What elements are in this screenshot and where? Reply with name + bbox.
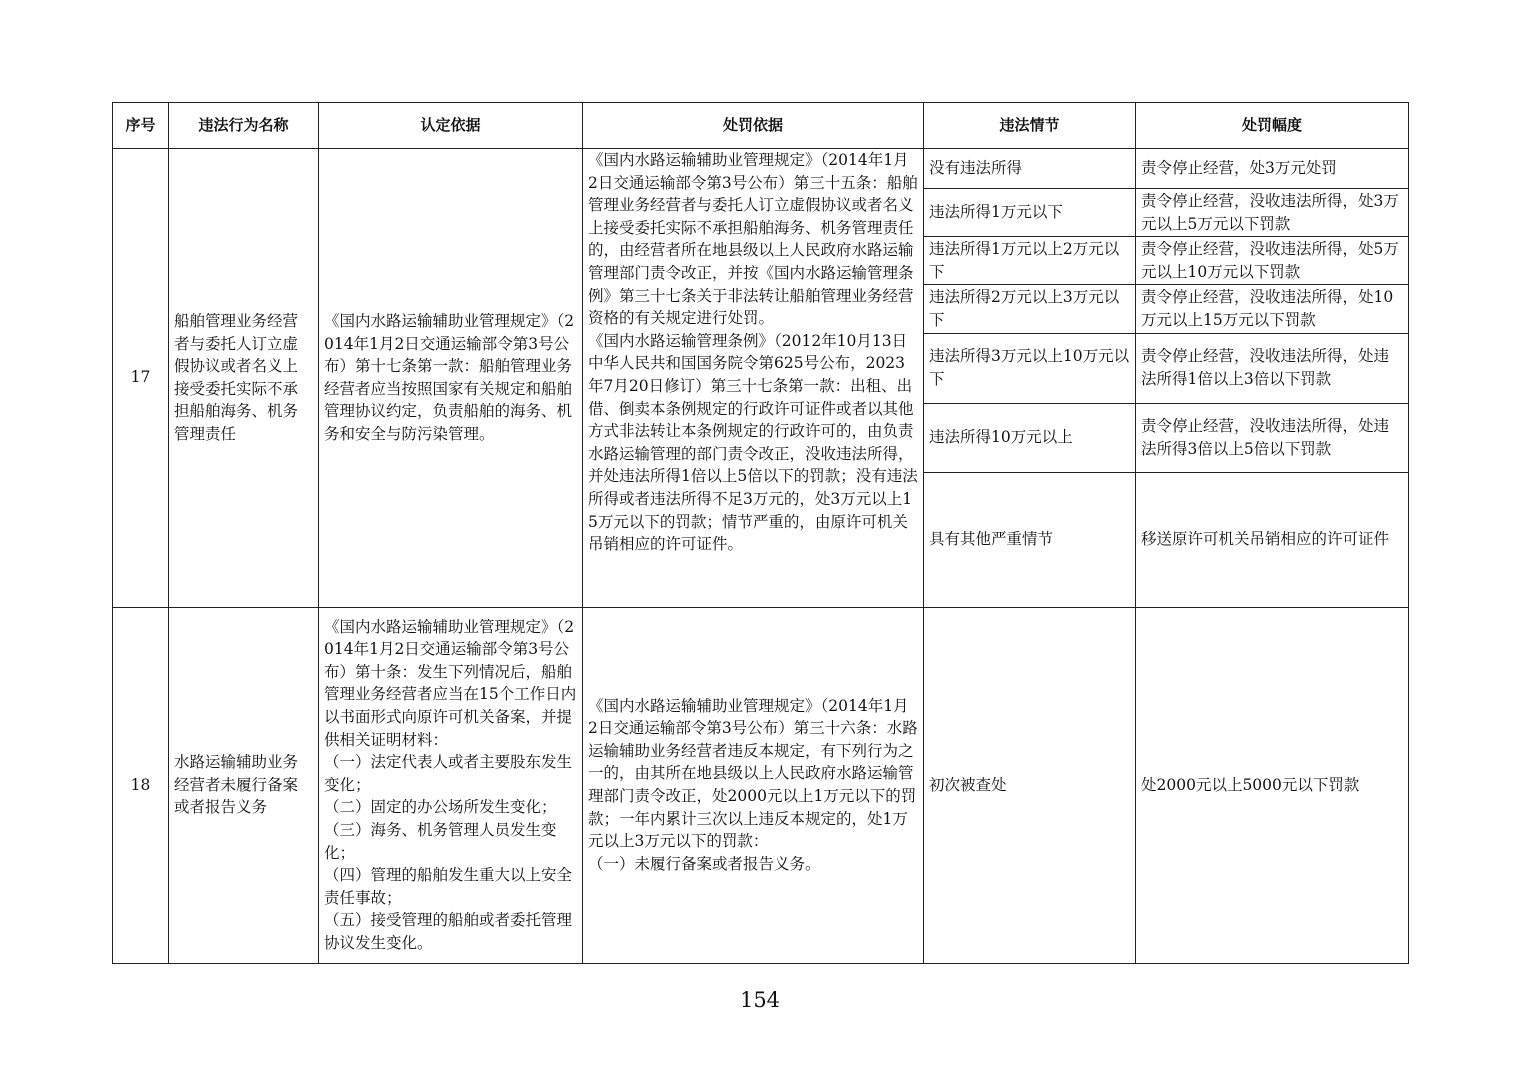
table-header-row <box>113 103 1409 149</box>
paragraph-line: 《国内水路运输辅助业管理规定》（2014年1月2日交通运输部令第3号公布）第三十六条：水路运输辅助业务经营者违反本规定，有下列行为之一的，由其所在地县级以上人民政府水路运输管理部门责令改正，处2000元以上1万元以下的罚款；一年内累计三次以上违反本规定的，处1万元以上3万元以下的罚款： <box>588 696 918 851</box>
table-row <box>113 607 1409 963</box>
circumstance-plot: 初次被查处 <box>924 607 1136 963</box>
circumstance-range: 责令停止经营，处3万元处罚 <box>1136 149 1409 189</box>
row-violation-name: 船舶管理业务经营者与委托人订立虚假协议或者名义上接受委托实际不承担船舶海务、机务管理责任 <box>169 149 319 608</box>
circumstance-plot: 违法所得3万元以上10万元以下 <box>924 333 1136 403</box>
circumstance-plot: 违法所得1万元以上2万元以下 <box>924 237 1136 285</box>
circumstance-range: 责令停止经营，没收违法所得，处10万元以上15万元以下罚款 <box>1136 285 1409 333</box>
header-determination-basis: 认定依据 <box>319 103 583 149</box>
circumstance-range: 责令停止经营，没收违法所得，处5万元以上10万元以下罚款 <box>1136 237 1409 285</box>
paragraph-line: 《国内水路运输管理条例》（2012年10月13日中华人民共和国国务院令第625号公布，2023年7月20日修订）第三十七条第一款：出租、出借、倒卖本条例规定的行政许可证件或者以其他方式非法转让本条例规定的行政许可的，由负责水路运输管理的部门责令改正，没收违法所得，并处违法所得1倍以上5倍以下的罚款；没有违法所得或者违法所得不足3万元的，处3万元以上15万元以下的罚款；情节严重的，由原许可机关吊销相应的许可证件。 <box>588 331 918 554</box>
circumstance-plot: 违法所得10万元以上 <box>924 403 1136 472</box>
row-serial-no: 17 <box>113 149 169 608</box>
circumstance-range: 处2000元以上5000元以下罚款 <box>1136 607 1409 963</box>
header-circumstances: 违法情节 <box>924 103 1136 149</box>
penalty-basis-paragraph <box>588 149 918 556</box>
circumstance-range: 责令停止经营，没收违法所得，处违法所得1倍以上3倍以下罚款 <box>1136 333 1409 403</box>
paragraph-line: （四）管理的船舶发生重大以上安全责任事故； <box>324 866 573 907</box>
circumstance-range: 移送原许可机关吊销相应的许可证件 <box>1136 472 1409 607</box>
paragraph-line: （五）接受管理的船舶或者委托管理协议发生变化。 <box>324 911 573 952</box>
row-penalty-basis <box>583 149 924 608</box>
row-determination-basis: 《国内水路运输辅助业管理规定》（2014年1月2日交通运输部令第3号公布）第十七条第一款：船舶管理业务经营者应当按照国家有关规定和船舶管理协议约定，负责船舶的海务、机务和安全与防污染管理。 <box>319 149 583 608</box>
page-number: 154 <box>739 988 781 1012</box>
paragraph-line: （一）未履行备案或者报告义务。 <box>588 854 821 873</box>
row-serial-no: 18 <box>113 607 169 963</box>
row-violation-name: 水路运输辅助业务经营者未履行备案或者报告义务 <box>169 607 319 963</box>
circumstance-range: 责令停止经营，没收违法所得，处3万元以上5万元以下罚款 <box>1136 189 1409 237</box>
paragraph-line: （二）固定的办公场所发生变化； <box>324 798 557 817</box>
circumstance-plot: 违法所得1万元以下 <box>924 189 1136 237</box>
header-serial-no: 序号 <box>113 103 169 149</box>
penalty-table <box>112 102 1409 964</box>
table-row <box>113 149 1409 189</box>
circumstance-range: 责令停止经营，没收违法所得，处违法所得3倍以上5倍以下罚款 <box>1136 403 1409 472</box>
paragraph-line: 《国内水路运输辅助业管理规定》（2014年1月2日交通运输部令第3号公布）第十条：发生下列情况后，船舶管理业务经营者应当在15个工作日内以书面形式向原许可机关备案，并提供相关证明材料： <box>324 617 577 749</box>
header-violation-name: 违法行为名称 <box>169 103 319 149</box>
header-penalty-range: 处罚幅度 <box>1136 103 1409 149</box>
basis-paragraph <box>324 616 577 955</box>
circumstance-plot: 具有其他严重情节 <box>924 472 1136 607</box>
circumstance-plot: 违法所得2万元以上3万元以下 <box>924 285 1136 333</box>
paragraph-line: （三）海务、机务管理人员发生变化； <box>324 820 557 862</box>
header-penalty-basis: 处罚依据 <box>583 103 924 149</box>
circumstance-plot: 没有违法所得 <box>924 149 1136 189</box>
paragraph-line: （一）法定代表人或者主要股东发生变化； <box>324 753 573 794</box>
row-determination-basis <box>319 607 583 963</box>
row-penalty-basis <box>583 607 924 963</box>
paragraph-line: 《国内水路运输辅助业管理规定》（2014年1月2日交通运输部令第3号公布）第三十五条：船舶管理业务经营者与委托人订立虚假协议或者名义上接受委托实际不承担船舶海务、机务管理责任的，由经营者所在地县级以上人民政府水路运输管理部门责令改正，并按《国内水路运输管理条例》第三十七条关于非法转让船舶管理业务经营资格的有关规定进行处罚。 <box>588 151 918 328</box>
penalty-basis-paragraph <box>588 695 918 876</box>
